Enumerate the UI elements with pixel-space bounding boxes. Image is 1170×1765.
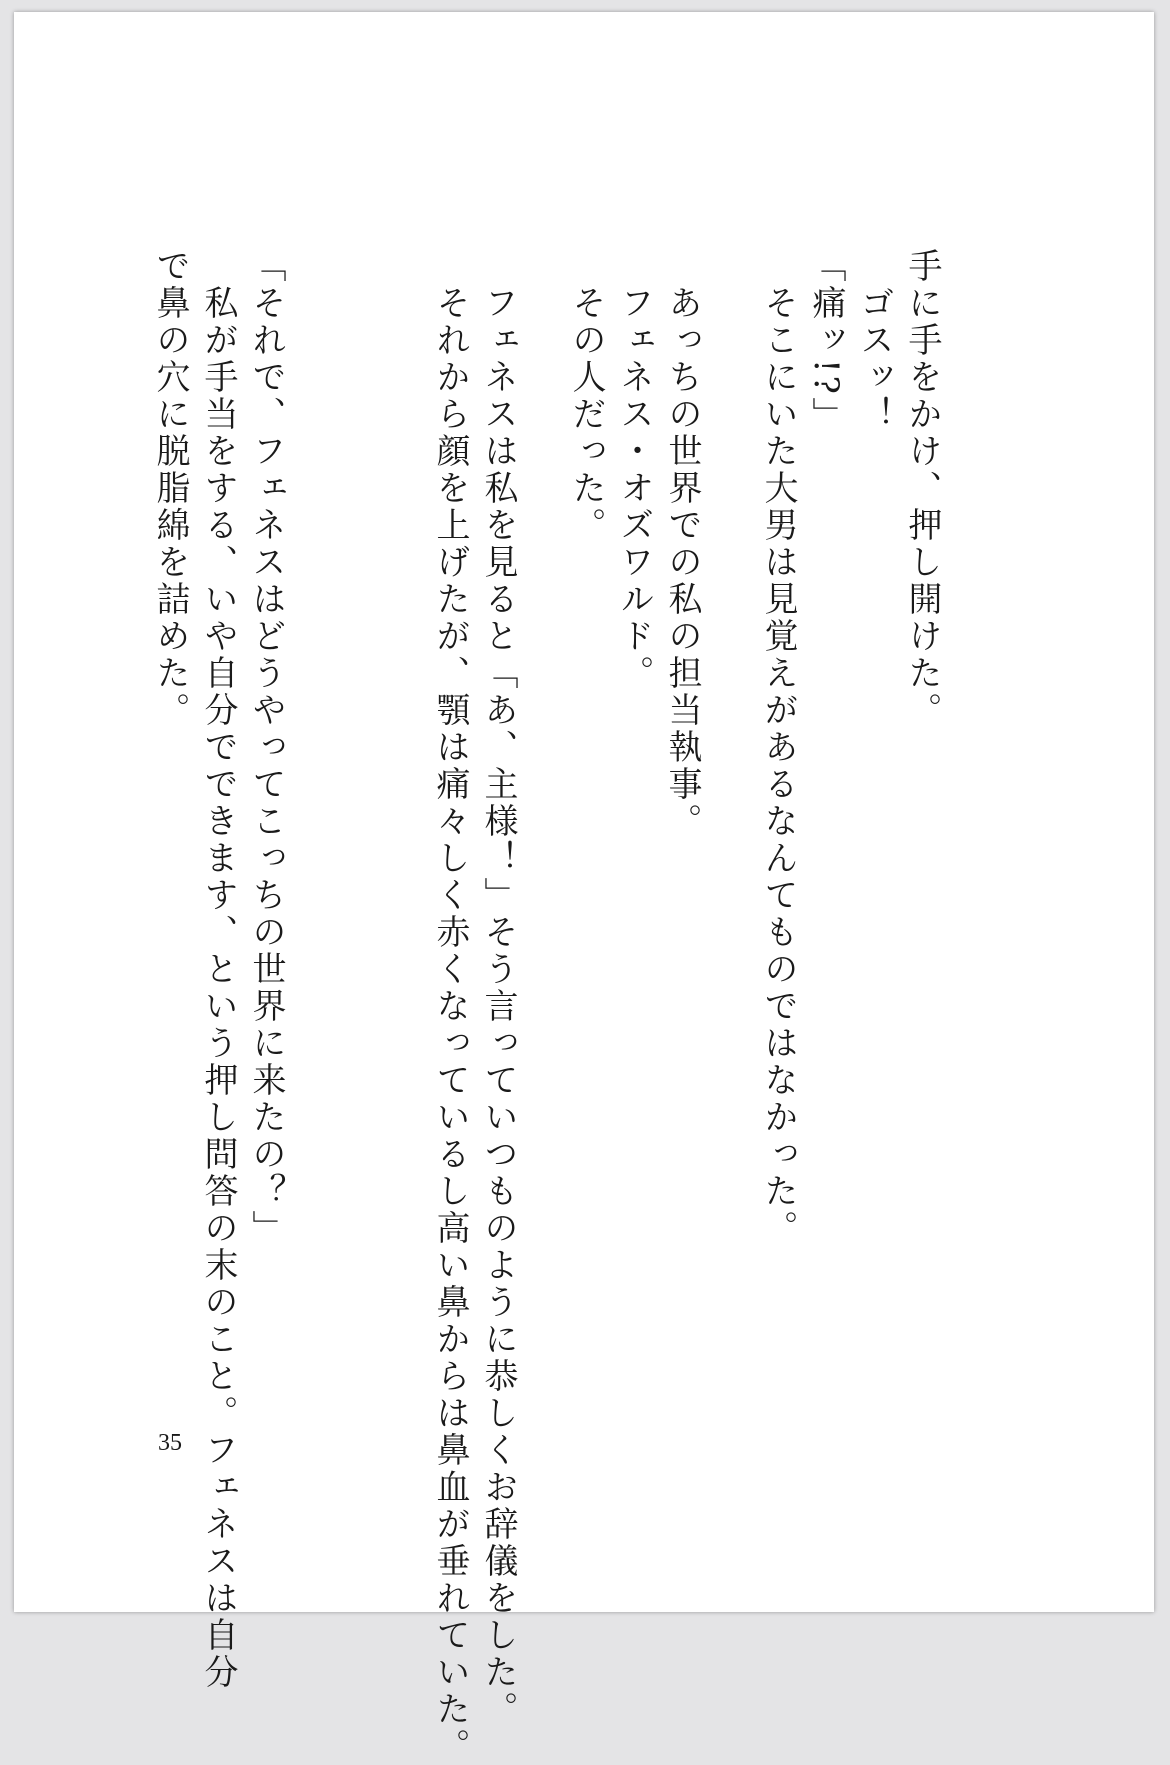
text-line: 手に手をかけ、押し開けた。 <box>902 248 942 729</box>
text-line: 「痛ッ!?」 <box>806 248 846 434</box>
text-line: その人だった。 <box>566 248 606 544</box>
text-line: それから顔を上げたが、顎は痛々しく赤くなっているし高い鼻からは鼻血が垂れていた。 <box>430 248 470 1765</box>
page-number: 35 <box>158 1430 182 1456</box>
text-line: 「それで、フェネスはどうやってこっちの世界に来たの？」 <box>246 248 286 1247</box>
book-page <box>14 12 1154 1765</box>
text-line: フェネス・オズワルド。 <box>614 248 654 692</box>
text-line: あっちの世界での私の担当執事。 <box>662 248 702 840</box>
text-line: 私が手当をする、いや自分でできます、という押し問答の末のこと。フェネスは自分 <box>198 248 238 1691</box>
text-line: ゴスッ！ <box>854 248 894 433</box>
text-line: で鼻の穴に脱脂綿を詰めた。 <box>150 248 190 729</box>
text-line: そこにいた大男は見覚えがあるなんてものではなかった。 <box>758 248 798 1247</box>
text-line: フェネスは私を見ると「あ、主様！」そう言っていつものように恭しくお辞儀をした。 <box>478 248 518 1728</box>
